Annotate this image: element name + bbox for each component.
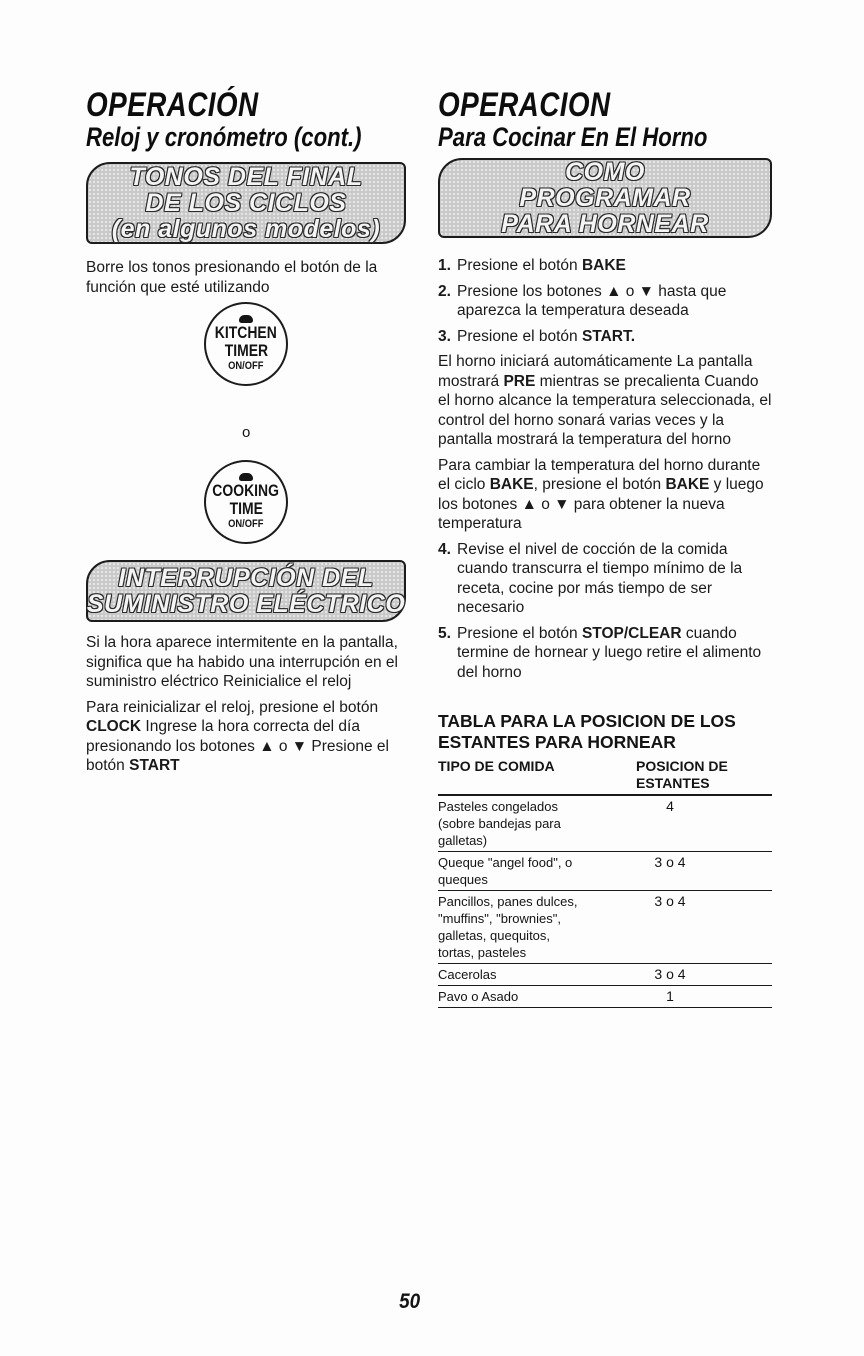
power-interruption-text (86, 633, 404, 782)
table-row: Pavo o Asado 1 (438, 986, 772, 1008)
step-item: 3. Presione el botón START. (438, 327, 636, 345)
key-label: COOKING (212, 481, 280, 500)
key-label: TIMER (224, 341, 268, 360)
right-section-subtitle: Para Cocinar En El Horno (438, 122, 708, 152)
key-label: ON/OFF (228, 518, 264, 530)
key-label: TIME (229, 499, 263, 518)
table-row: Cacerolas 3 o 4 (438, 964, 772, 986)
step-item: 2. Presione los botones ▲ o ▼ hasta que aparezca la temperatura deseada (438, 282, 727, 319)
or-separator: o (242, 424, 251, 441)
key-indicator-dot (239, 315, 253, 323)
banner-line: (en algunos modelos) (111, 215, 381, 243)
column-header: TIPO DE COMIDA (438, 758, 555, 774)
banner-line: DE LOS CICLOS (145, 189, 347, 217)
left-section-title: OPERACIÓN (86, 86, 259, 124)
table-header (438, 758, 772, 796)
page-number: 50 (399, 1290, 421, 1313)
cooking-time-key-icon (204, 460, 288, 544)
banner-end-of-cycle-tones (86, 162, 406, 244)
table-row: Queque "angel food", o queques 3 o 4 (438, 852, 772, 891)
clear-tones-instructions (86, 258, 404, 303)
key-indicator-dot (239, 473, 253, 481)
column-header: POSICION DE ESTANTES (636, 758, 728, 791)
bake-instructions (438, 256, 772, 688)
step-item: 4. Revise el nivel de cocción de la comida cuando transcurra el tiempo mínimo de la receta, cocine por más tiempo de ser necesario (438, 540, 743, 616)
banner-line: PROGRAMAR (519, 184, 691, 212)
kitchen-timer-key-icon (204, 302, 288, 386)
rack-position-table (438, 758, 772, 1008)
banner-line: COMO (565, 158, 645, 186)
rack-table-title: TABLA PARA LA POSICION DE LOS ESTANTES PARA HORNEAR (438, 711, 736, 752)
banner-line: INTERRUPCIÓN DEL (118, 564, 374, 592)
banner-power-interruption (86, 560, 406, 622)
banner-line: PARA HORNEAR (501, 210, 709, 238)
step-item: 1. Presione el botón BAKE (438, 257, 626, 274)
banner-how-to-bake (438, 158, 772, 238)
step-item: 5. Presione el botón STOP/CLEAR cuando termine de hornear y luego retire el alimento del horno (438, 624, 762, 681)
left-section-subtitle: Reloj y cronómetro (cont.) (86, 122, 362, 152)
banner-line: SUMINISTRO ELÉCTRICO (86, 590, 406, 618)
right-section-title: OPERACION (438, 86, 611, 124)
paragraph: Para reinicializar el reloj, presione el botón CLOCK Ingrese la hora correcta del día presionando los botones ▲ o ▼ Presione el botón START (86, 698, 389, 774)
table-row: Pancillos, panes dulces, "muffins", "brownies", galletas, quequitos, tortas, pasteles 3 o 4 (438, 891, 772, 964)
table-row: Pasteles congelados (sobre bandejas para galletas) 4 (438, 796, 772, 852)
paragraph: Borre los tonos presionando el botón de la función que esté utilizando (86, 259, 378, 296)
banner-line: TONOS DEL FINAL (129, 163, 363, 191)
paragraph: Para cambiar la temperatura del horno durante el ciclo BAKE, presione el botón BAKE y luego los botones ▲ o ▼ para obtener la nueva temperatura (438, 456, 764, 532)
key-label: KITCHEN (215, 323, 277, 342)
paragraph: El horno iniciará automáticamente La pantalla mostrará PRE mientras se precalienta Cuando el horno alcance la temperatura seleccionada, el control del horno sonará varias veces y la pantalla mostrará la temperatura del horno (438, 353, 772, 448)
paragraph: Si la hora aparece intermitente en la pantalla, significa que ha habido una interrupción en el suministro eléctrico Reinicialice el reloj (86, 634, 398, 690)
key-label: ON/OFF (228, 360, 264, 372)
